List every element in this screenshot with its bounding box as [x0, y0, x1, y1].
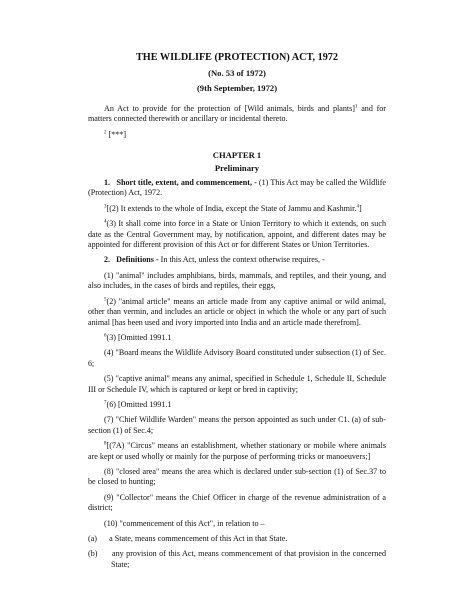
definition-6: $^7$(6) [Omitted 1991.1: [104, 399, 172, 409]
footnote-marker: 3: [104, 204, 107, 210]
chapter-subheading: Preliminary: [214, 162, 260, 173]
definition-9: (9) "Collector" means the Chief Officer in charge of the revenue administration of a district;: [88, 492, 386, 513]
definition-7: (7) "Chief Wildlife Warden" means the person appointed as such under C1. (a) of sub-section (1) of Sec.4;: [88, 415, 386, 435]
definition-8: (8) "closed area" means the area which is declared under sub-section (1) of Sec.37 to be closed to hunting;: [88, 466, 386, 487]
definition-10a: (a) a State, means commencement of this Act in that State.: [88, 534, 288, 543]
section-1-3: $^4$(3) It shall come into force in a State or Union Territory to which it extends, on such date as the Central Government may, by notification, appoint, and different dates may be appointed for different provision of this Act or for different States or Union Territories.: [88, 219, 386, 250]
definition-10b: (b) any provision of this Act, means commencement of that provision in the concerned State;: [88, 549, 386, 569]
definition-7a: $^8$[(7A) "Circus" means an establishment, whether stationary or mobile where animals are kept or used wholly or mainly for the purpose of performing tricks or manoeuvers;]: [88, 441, 386, 461]
section-2: 2. Definitions - In this Act, unless the context otherwise requires, -: [104, 255, 325, 265]
act-number: (No. 53 of 1972): [208, 68, 266, 78]
definition-1: (1) "animal" includes amphibians, birds, mammals, and reptiles, and their young, and also includes, in the cases of birds and reptiles, their eggs,: [88, 270, 386, 291]
act-title: THE WILDLIFE (PROTECTION) ACT, 1972: [136, 52, 338, 63]
preamble: An Act to provide for the protection of [Wild animals, birds and plants]$^1$ and for matters connected therewith or ancillary or incidental thereto.: [88, 104, 387, 124]
section-heading: Definitions -: [116, 255, 159, 265]
chapter-heading: CHAPTER 1: [212, 150, 262, 161]
footnote-marker: 2: [104, 130, 107, 136]
section-1-2: $^3$[(2) It extends to the whole of India, except the State of Jammu and Kashmir.$^4$]: [104, 203, 362, 213]
section-heading: Short title, extent, and commencement, -: [116, 178, 257, 188]
definition-10: (10) "commencement of this Act", in relation to –: [104, 518, 265, 528]
footnote-marker: 7: [104, 400, 107, 406]
definition-2: $^5$(2) "animal article" means an article made from any captive animal or wild animal, other than vermin, and includes an article or object in which the whole or any part of such animal [has been used and ivory imported into India and an article made therefrom].: [88, 296, 386, 327]
footnote-marker: 4: [356, 204, 359, 210]
section-1: 1. Short title, extent, and commencement, - (1) This Act may be called the Wildlife (Protection) Act, 1972.: [88, 178, 387, 198]
definition-4: (4) "Board means the Wildlife Advisory Board constituted under subsection (1) of Sec. 6;: [88, 348, 386, 368]
act-date: (9th September, 1972): [196, 83, 278, 93]
footnote-marker: 1: [355, 104, 358, 110]
footnote-marker: 6: [104, 333, 107, 339]
footnote-marker: 8: [104, 441, 107, 447]
omitted-clause: $^2$ [***]: [104, 129, 127, 139]
definition-3: $^6$(3) [Omitted 1991.1: [104, 332, 172, 342]
footnote-marker: 4: [104, 219, 107, 225]
definition-5: (5) "captive animal" means any animal, specified in Schedule 1, Schedule II, Schedule III or Schedule IV, which is captured or kept or bred in captivity;: [88, 374, 386, 394]
footnote-marker: 5: [104, 297, 107, 302]
